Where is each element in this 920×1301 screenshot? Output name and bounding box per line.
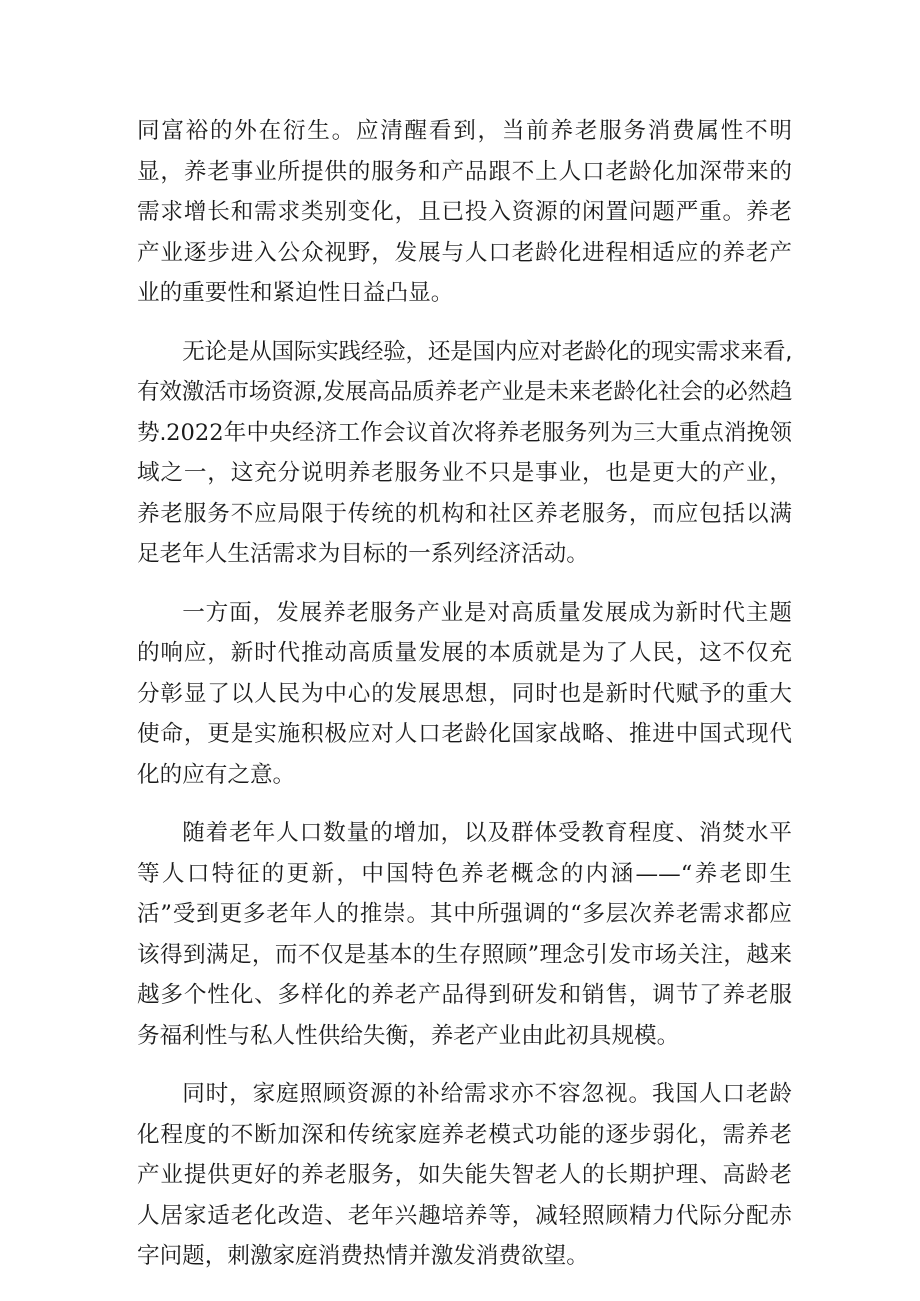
paragraph-2 (137, 332, 792, 575)
paragraph-1: 同富裕的外在衍生。应清醒看到，当前养老服务消费属性不明显，养老事业所提供的服务和产品跟不上人口老龄化加深带来的需求增长和需求类别变化，且已投入资源的闲置问题严重。养老产业逐步进入公众视野，发展与人口老龄化进程相适应的养老产业的重要性和紧迫性日益凸显。 (137, 118, 792, 306)
paragraph-3: 一方面，发展养老服务产业是对高质量发展成为新时代主题的响应，新时代推动高质量发展的本质就是为了人民，这不仅充分彰显了以人民为中心的发展思想，同时也是新时代赋予的重大使命，更是实施积极应对人口老龄化国家战略、推进中国式现代化的应有之意。 (137, 599, 792, 788)
paragraph-2-lead: 无论是从国际实践经验，还是国内应对老龄化的现实需求来看,有效激活市场资源,发展高品质养老产业是未来老龄化社会的必然趋势. (137, 338, 792, 446)
paragraph-4: 随着老年人口数量的增加，以及群体受教育程度、消焚水平等人口特征的更新，中国特色养老概念的内涵——“养老即生活”受到更多老年人的推崇。其中所强调的“多层次养老需求都应该得到满足，而不仅是基本的生存照顾”理念引发市场关注，越来越多个性化、多样化的养老产品得到研发和销售，调节了养老服务福利性与私人性供给失衡，养老产业由此初具规模。 (137, 820, 792, 1049)
paragraph-5: 同时，家庭照顾资源的补给需求亦不容忽视。我国人口老龄化程度的不断加深和传统家庭养老模式功能的逐步弱化，需养老产业提供更好的养老服务，如失能失智老人的长期护理、高龄老人居家适老化改造、老年兴趣培养等，减轻照顾精力代际分配赤字问题，刺激家庭消费热情并激发消费欲望。 (137, 1081, 792, 1269)
paragraph-2-text: 2022年中央经济工作会议首次将养老服务列为三大重点消挽领域之一，这充分说明养老服务业不只是事业，也是更大的产业，养老服务不应局限于传统的机构和社区养老服务，而应包括以满足老年人生活需求为目标的一系列经济活动。 (137, 419, 792, 567)
document-body (137, 111, 792, 1295)
